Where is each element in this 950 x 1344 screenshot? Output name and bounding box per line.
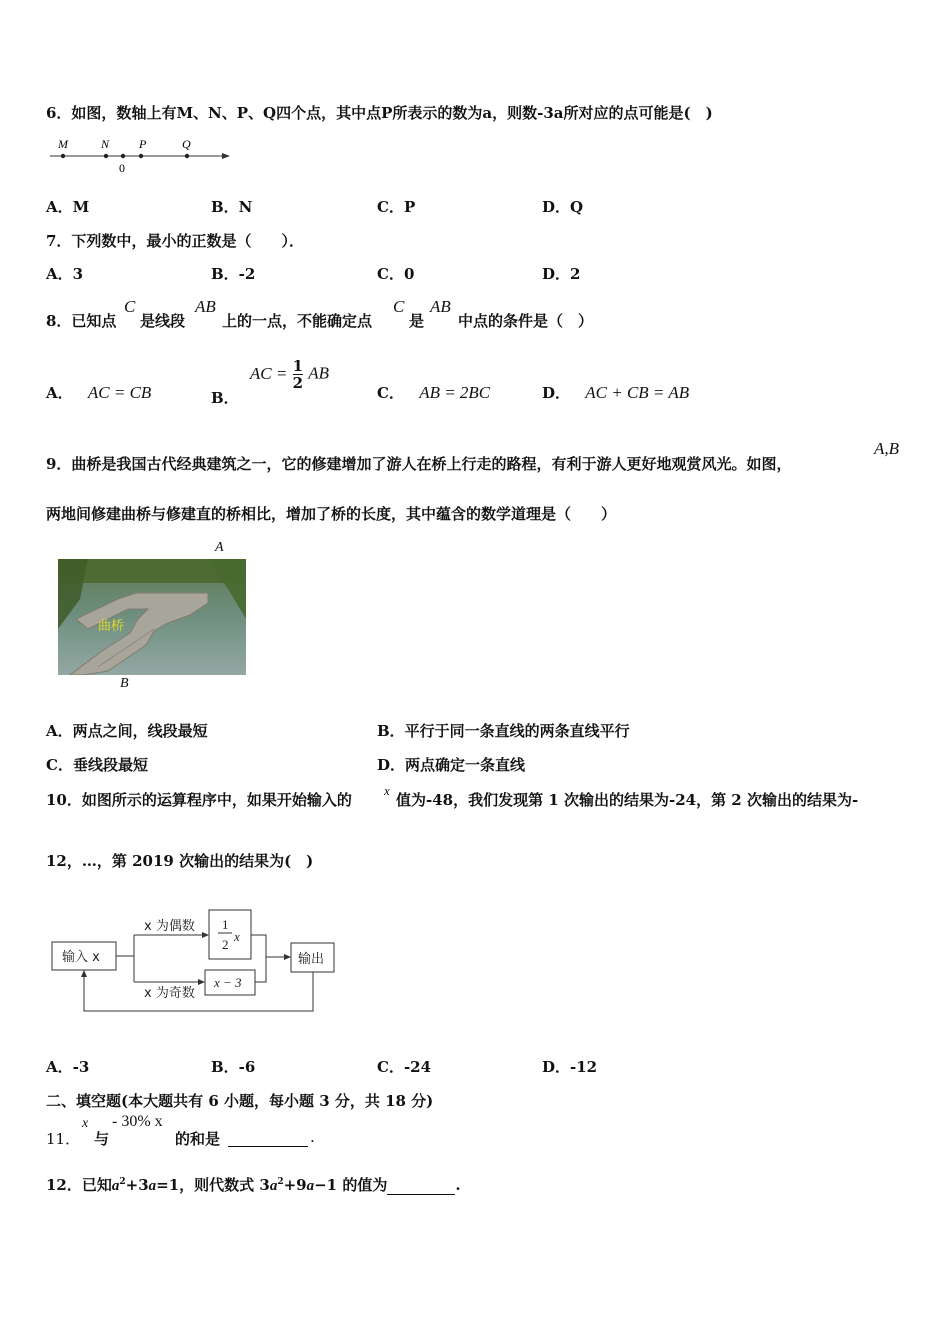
question-6-stem: 6．如图，数轴上有M、N、P、Q四个点，其中点P所表示的数为a，则数-3a所对应的点可能是( ) bbox=[46, 104, 713, 122]
section-heading-fill-in: 二、填空题(本大题共有 6 小题，每小题 3 分，共 18 分) bbox=[46, 1092, 434, 1110]
var-ab-1: AB bbox=[195, 297, 216, 316]
q11-var-x: x bbox=[82, 1116, 89, 1131]
question-10-stem-line1b: 值为-48，我们发现第 1 次输出的结果为-24，第 2 次输出的结果为- bbox=[396, 791, 859, 809]
q6-option-d[interactable]: D．Q bbox=[542, 198, 584, 216]
var-c-2: C bbox=[393, 297, 405, 316]
question-9-stem-line1: 9．曲桥是我国古代经典建筑之一，它的修建增加了游人在桥上行走的路程，有利于游人更好地观赏风光。如图， bbox=[46, 455, 792, 473]
var-c-1: C bbox=[124, 297, 136, 316]
q9-option-c[interactable]: C．垂线段最短 bbox=[46, 756, 148, 774]
q7-option-d[interactable]: D．2 bbox=[542, 265, 581, 283]
q8-option-a[interactable]: A． AC = CB bbox=[46, 383, 152, 402]
q9-option-b[interactable]: B．平行于同一条直线的两条直线平行 bbox=[377, 722, 630, 740]
question-7-stem: 7．下列数中，最小的正数是（ ）． bbox=[46, 232, 304, 250]
photo-label-a: A bbox=[215, 540, 224, 555]
input-box-label: 输入 x bbox=[62, 950, 100, 965]
q9-option-d[interactable]: D．两点确定一条直线 bbox=[377, 756, 526, 774]
question-8-stem: 8．已知点 bbox=[46, 312, 117, 330]
photo-caption-winding-bridge: 曲桥 bbox=[98, 619, 125, 634]
var-x-q10: x bbox=[384, 783, 390, 798]
q10-option-d[interactable]: D．-12 bbox=[542, 1058, 598, 1076]
q11-number: 11． bbox=[46, 1130, 81, 1148]
half-denominator: 2 bbox=[222, 937, 229, 952]
photo-label-b: B bbox=[120, 676, 129, 691]
point-m bbox=[61, 154, 65, 158]
label-q: Q bbox=[182, 137, 191, 151]
q7-option-b[interactable]: B．-2 bbox=[211, 265, 256, 283]
var-a-b: A,B bbox=[874, 439, 900, 458]
q8-option-b[interactable]: B． AC = $\frac{1}{2}$ AB bbox=[211, 357, 330, 407]
question-10-stem-line1a: 10．如图所示的运算程序中，如果开始输入的 bbox=[46, 791, 352, 809]
point-q bbox=[185, 154, 189, 158]
number-line-figure bbox=[44, 134, 234, 176]
q8-text-2: 是线段 bbox=[140, 312, 186, 330]
question-12-stem: 12．已知$a^2+3a=1$，则代数式 $3a^2+9a-1$ 的值为 . bbox=[46, 1176, 461, 1194]
q6-option-c[interactable]: C．P bbox=[377, 198, 416, 216]
question-9-stem-line2: 两地间修建曲桥与修建直的桥相比，增加了桥的长度，其中蕴含的数学道理是（ ） bbox=[46, 505, 617, 523]
q8-option-c[interactable]: C． AB = 2BC bbox=[377, 383, 491, 402]
question-10-stem-line2: 12，…，第 2019 次输出的结果为( ) bbox=[46, 852, 314, 870]
q10-option-a[interactable]: A．-3 bbox=[46, 1058, 90, 1076]
point-n bbox=[104, 154, 108, 158]
var-ab-2: AB bbox=[430, 297, 451, 316]
output-box-label: 输出 bbox=[298, 952, 325, 967]
q11-expression: - 30% x bbox=[112, 1113, 163, 1130]
half-numerator: 1 bbox=[222, 917, 229, 932]
q12-answer-blank[interactable] bbox=[387, 1176, 455, 1195]
q10-option-c[interactable]: C．-24 bbox=[377, 1058, 432, 1076]
q6-option-a[interactable]: A．M bbox=[46, 198, 90, 216]
q8-text-5: 中点的条件是（ ） bbox=[458, 312, 594, 330]
point-zero bbox=[121, 154, 125, 158]
odd-branch-label: x 为奇数 bbox=[144, 986, 195, 1001]
point-p bbox=[139, 154, 143, 158]
half-x-box bbox=[209, 910, 251, 959]
q11-period: . bbox=[310, 1128, 315, 1146]
minus-three-label: x − 3 bbox=[214, 975, 242, 990]
q6-option-b[interactable]: B．N bbox=[211, 198, 253, 216]
label-m: M bbox=[58, 137, 68, 151]
q8-text-3: 上的一点，不能确定点 bbox=[222, 312, 373, 330]
half-x-var: x bbox=[234, 929, 240, 944]
even-branch-label: x 为偶数 bbox=[144, 919, 195, 934]
q11-tail: 的和是 bbox=[175, 1130, 221, 1148]
number-line-arrow bbox=[222, 153, 230, 159]
winding-bridge-photo bbox=[58, 559, 246, 675]
label-p: P bbox=[139, 137, 147, 151]
flowchart bbox=[48, 905, 340, 1017]
label-zero: 0 bbox=[119, 161, 125, 175]
label-n: N bbox=[101, 137, 110, 151]
q7-option-c[interactable]: C．0 bbox=[377, 265, 415, 283]
q11-answer-blank[interactable] bbox=[228, 1128, 308, 1147]
q11-with: 与 bbox=[94, 1130, 110, 1148]
q10-option-b[interactable]: B．-6 bbox=[211, 1058, 256, 1076]
q9-option-a[interactable]: A．两点之间，线段最短 bbox=[46, 722, 208, 740]
q7-option-a[interactable]: A．3 bbox=[46, 265, 84, 283]
fraction-one-half: $\frac{1}{2}$ bbox=[292, 357, 304, 392]
q8-text-4: 是 bbox=[409, 312, 425, 330]
q8-option-d[interactable]: D． AC + CB = AB bbox=[542, 383, 690, 402]
